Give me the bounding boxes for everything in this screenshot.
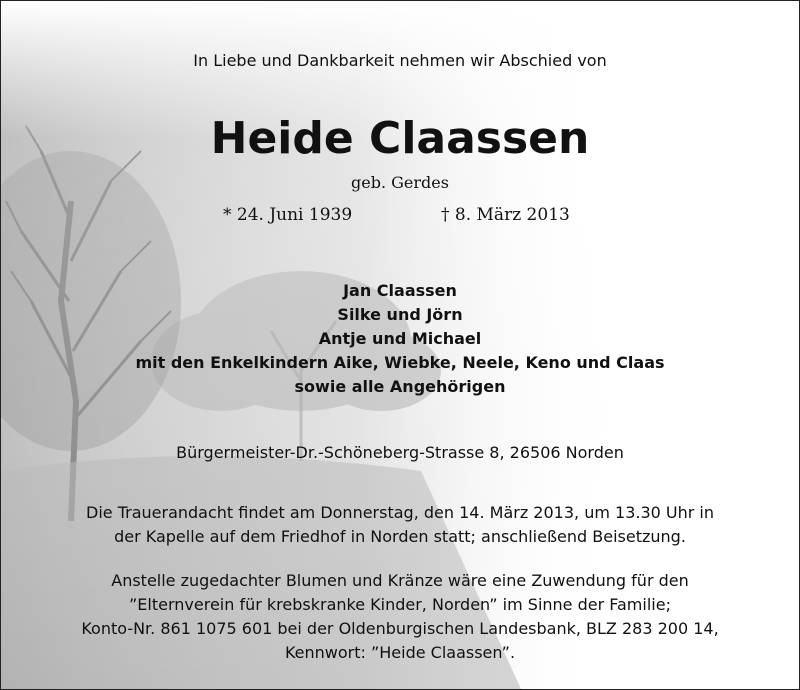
donation-line: Kennwort: ”Heide Claassen”. — [284, 643, 516, 662]
donation-line: Anstelle zugedachter Blumen und Kränze wäre eine Zuwendung für den — [111, 571, 689, 590]
mourner-line: Jan Claassen — [343, 281, 457, 300]
deceased-name: Heide Claassen — [210, 113, 590, 164]
service-line: Die Trauerandacht findet am Donnerstag, den 14. März 2013, um 13.30 Uhr in — [86, 503, 714, 522]
mourner-line: Silke und Jörn — [337, 305, 463, 324]
mourners-list — [1, 279, 799, 399]
mourner-line: Antje und Michael — [318, 329, 482, 348]
donation-line: ”Elternverein für krebskranke Kinder, Norden” im Sinne der Familie; — [129, 595, 671, 614]
family-address: Bürgermeister-Dr.-Schöneberg-Strasse 8, 26506 Norden — [176, 443, 624, 462]
service-line: der Kapelle auf dem Friedhof in Norden statt; anschließend Beisetzung. — [114, 527, 686, 546]
notice-text — [1, 1, 799, 689]
intro-line: In Liebe und Dankbarkeit nehmen wir Abschied von — [193, 51, 607, 70]
maiden-name: geb. Gerdes — [351, 173, 449, 192]
donation-line: Konto-Nr. 861 1075 601 bei der Oldenburgischen Landesbank, BLZ 283 200 14, — [81, 619, 719, 638]
service-details — [1, 501, 799, 549]
mourner-line: mit den Enkelkindern Aike, Wiebke, Neele, Keno und Claas — [135, 353, 665, 372]
birth-date: * 24. Juni 1939 — [223, 205, 353, 225]
mourner-line: sowie alle Angehörigen — [294, 377, 506, 396]
death-date: † 8. März 2013 — [441, 205, 570, 225]
donation-request — [1, 569, 799, 665]
